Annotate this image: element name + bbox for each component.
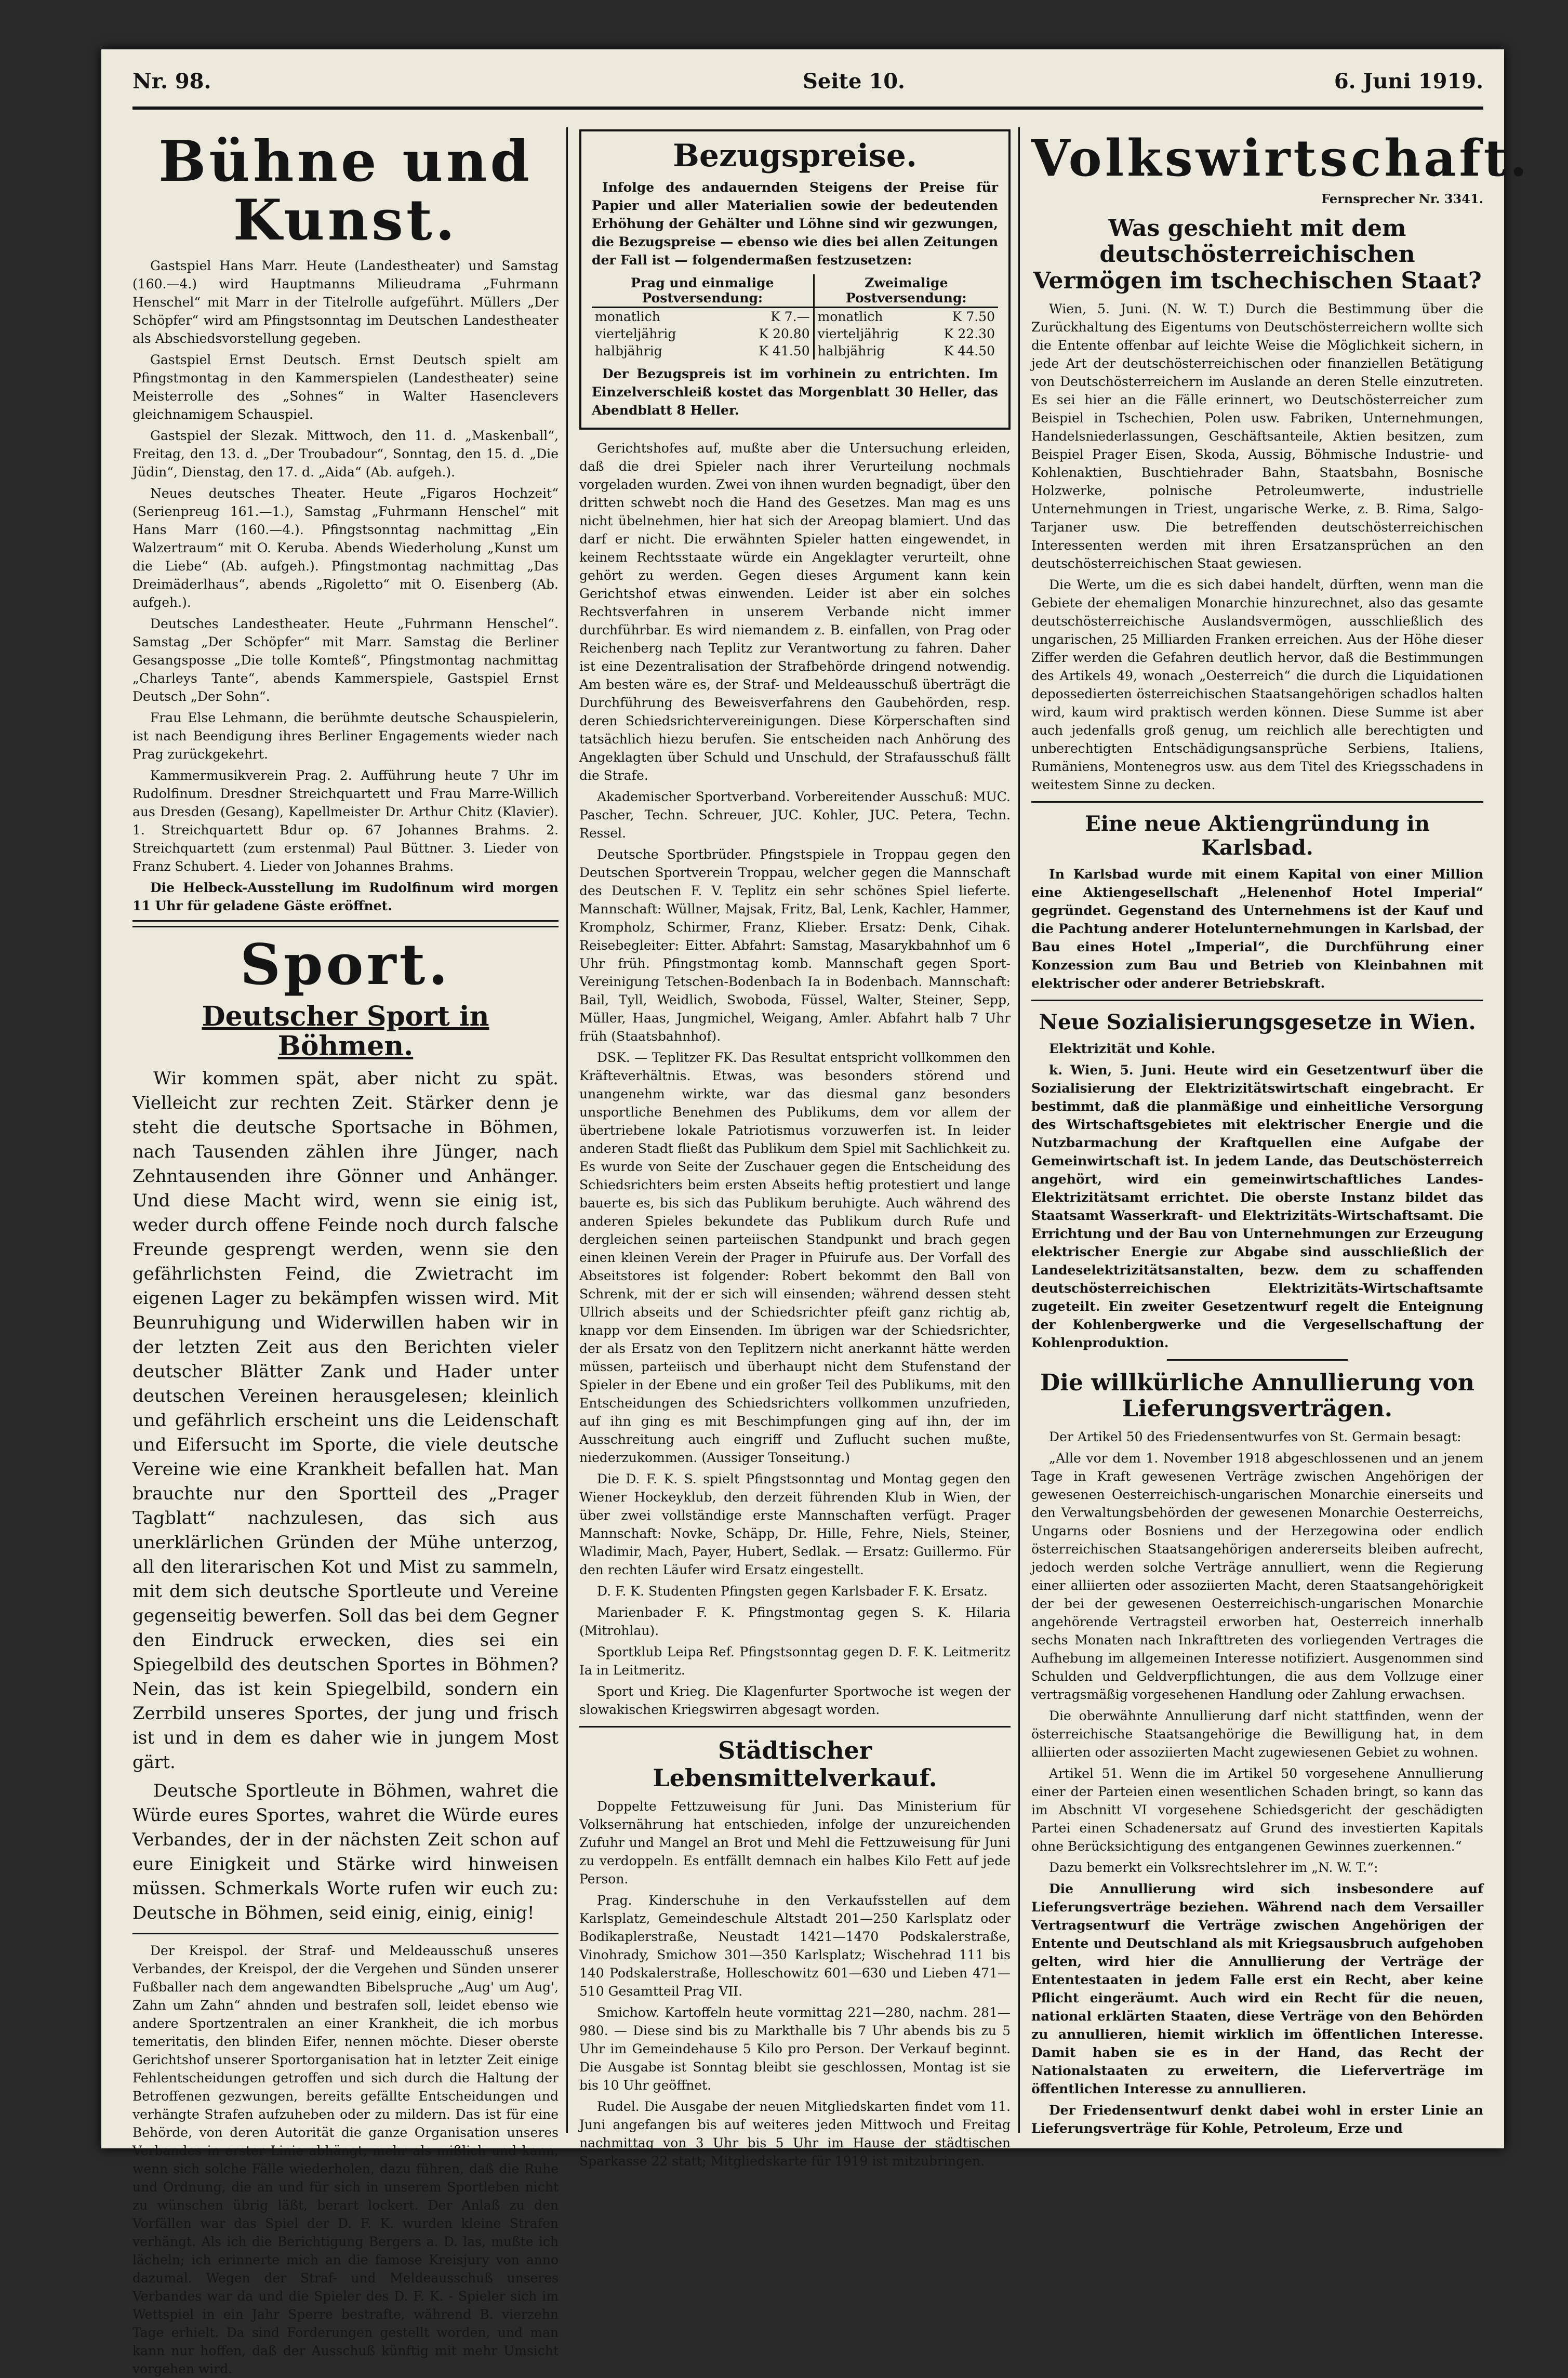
- article-paragraph: Kammermusikverein Prag. 2. Aufführung heute 7 Uhr im Rudolfinum. Dresdner Streichquartett und Frau Marre-Willich aus Dresden (Gesang), Kapellmeister Dr. Arthur Chitz (Klavier). 1. Streichquartett Bdur op. 67 Johannes Brahms. 2. Streichquartett (zum erstenmal) Paul Büttner. 3. Lieder von Franz Schubert. 4. Lieder von Johannes Brahms.: [132, 767, 559, 874]
- article-paragraph: Marienbader F. K. Pfingstmontag gegen S. K. Hilaria (Mitrohlau).: [579, 1605, 1011, 1638]
- price-row: [592, 342, 998, 360]
- article-paragraph: „Alle vor dem 1. November 1918 abgeschlossenen und an jenem Tage in Kraft gewesenen Verträge zwischen Angehörigen der gewesenen Oesterreichisch-ungarischen Monarchie einerseits und den Verwaltungsbehörden der gewesenen Monarchie Oesterreichs, Ungarns oder Bosniens und der Herzegowina oder endlich österreichischen Staatsangehörigen andererseits bleiben aufrecht, jedoch werden solche Verträge annulliert, wenn die Regierung einer alliierten oder assoziierten Macht, deren Staatsangehörigkeit der bei der gewesenen Oesterreichisch-ungarischen Monarchie angehörende Vertragsteil erworben hat, Oesterreich innerhalb sechs Monaten nach Inkrafttreten des vorliegenden Vertrages die Aufhebung im allgemeinen Interesse notifiziert. Ausgenommen sind Schulden und Geldverpflichtungen, die aus dem Vollzuge einer vertragsmäßig vorgesehenen Handlung oder Zahlung erwachsen.: [1031, 1450, 1483, 1702]
- article-paragraph: Wien, 5. Juni. (N. W. T.) Durch die Bestimmung über die Zurückhaltung des Eigentums von Deutschösterreichern wollte sich die Entente offenbar auf leichte Weise die Möglichkeit sichern, in jede Art der deutschösterreichischen oder finanziellen Betätigung von Deutschösterreichern im Auslande an deren Stelle einzutreten. Es sei hier an die Fälle erinnert, wo Deutschösterreicher zum Beispiel in Tschechien, Polen usw. Fabriken, Unternehmungen, Handelsniederlassungen, Geschäftsanteile, Aktien besitzen, zum Beispiel Prager Eisen, Skoda, Aussig, Böhmische Industrie- und Kohlenaktien, Buschtiehrader Bahn, Staatsbahn, Bosnische Holzwerke, polnische Petroleumwerte, industrielle Unternehmungen in Triest, ungarische Werke, z. B. Rima, Salgo-Tarjaner usw. Die betreffenden deutschösterreichischen Interessenten werden mit ihren Ersatzansprüchen an den deutschösterreichischen Staat gewiesen.: [1031, 301, 1483, 571]
- article-paragraph: Der Artikel 50 des Friedensentwurfes von St. Germain besagt:: [1049, 1429, 1461, 1444]
- price-row: [592, 325, 998, 342]
- price-col-head: Zweimalige Postversendung:: [814, 274, 998, 308]
- article-headline: Was geschieht mit dem deutschösterreichischen Vermögen im tschechischen Staat?: [1033, 215, 1482, 294]
- article-paragraph: Neues deutsches Theater. Heute „Figaros Hochzeit“ (Serienpreug 161.—1.), Samstag „Fuhrmann Henschel“ mit Hans Marr (160.—4.). Pfingstsonntag nachmittag „Ein Walzertraum“ mit O. Keruba. Abends Wiederholung „Kunst um die Liebe“ (Ab. aufgeh.). Pfingstmontag nachmittag „Das Dreimäderlhaus“, abends „Rigoletto“ mit O. Eisenberg (Ab. aufgeh.).: [132, 485, 559, 610]
- article-paragraph: Artikel 51. Wenn die im Artikel 50 vorgesehene Annullierung einer der Parteien einen wesentlichen Schaden bringt, so kann das im Abschnitt VI vorgesehene Schiedsgericht der geschädigten Partei einen Schadenersatz auf Grund des investierten Kapitals ohne Berücksichtigung des entgangenen Gewinnes zuerkennen.“: [1031, 1765, 1483, 1854]
- article-headline: Neue Sozialisierungsgesetze in Wien.: [1039, 1009, 1476, 1034]
- article-paragraph: Deutsche Sportleute in Böhmen, wahret die Würde eures Sportes, wahret die Würde eures Verbandes, der in der nächsten Zeit schon auf eure Einigkeit und Stärke wird hinweisen müssen. Schmerkals Worte rufen wir euch zu: Deutsche in Böhmen, seid einig, einig, einig!: [132, 1780, 559, 1923]
- price-label: halbjährig: [595, 343, 662, 358]
- section-title-sport: Sport.: [240, 932, 451, 998]
- subscription-box: [579, 129, 1011, 430]
- price-label: vierteljährig: [595, 326, 676, 341]
- phone-number: Fernsprecher Nr. 3341.: [1321, 191, 1483, 206]
- article-paragraph: Sport und Krieg. Die Klagenfurter Sportwoche ist wegen der slowakischen Kriegswirren abgesagt worden.: [579, 1684, 1011, 1717]
- article-paragraph: Der Friedensentwurf denkt dabei wohl in erster Linie an Lieferungsverträge für Kohle, Petroleum, Erze und: [1031, 2102, 1483, 2136]
- masthead-rule: [132, 107, 1483, 110]
- article-paragraph: Sportklub Leipa Ref. Pfingstsonntag gegen D. F. K. Leitmeritz Ia in Leitmeritz.: [579, 1644, 1011, 1678]
- price-value: K 22.30: [944, 326, 995, 341]
- section-title-volkswirtschaft: Volkswirtschaft.: [1031, 129, 1531, 188]
- article-paragraph: DSK. — Teplitzer FK. Das Resultat entspricht vollkommen den Kräfteverhältnis. Etwas, was besonders störend und unangenehm wirkte, war das diesmal ganz besonders unsportliche Benehmen des Publikums, dem vor allem der übertriebene lokale Patriotismus vorzuwerfen ist. In leider anderen Stadt fließt das Publikum dem Spiel mit Sachlichkeit zu. Es wurde von Seite der Zuschauer gegen die Entscheidung des Schiedsrichters beim ersten Abseits heftig protestiert und lange bauerte es, bis sich das Publikum beruhigte. Auch während des anderen Spieles bekundete das Publikum durch Rufe und dergleichen seinen parteiischen Standpunkt und brach gegen einen kleinen Verein der Prager in Pfuirufe aus. Der Vorfall des Abseitstores ist folgender: Robert bekommt den Ball von Schrenk, mit der er sich will einsenden; während dessen steht Ullrich abseits und der Schiedsrichter pfeift ganz richtig ab, knapp vor dem Einsenden. Im übrigen war der Schiedsrichter, der als Ersatz von den Teplitzern nicht anerkannt hätte werden müssen, parteiisch und überhaupt nicht dem Stufenstand der Spieler in der Ebene und ein großer Teil des Publikums, mit den Entscheidungen des Schiedsrichters vollkommen unzufrieden, auf ihn ging es mit Beschimpfungen ging auf ihn, der im Ausschreitung auch eingriff und Zuflucht suchen mußte, niederzukommen. (Aussiger Tonseitung.): [579, 1050, 1011, 1465]
- article-paragraph: Die Werte, um die es sich dabei handelt, dürften, wenn man die Gebiete der ehemaligen Monarchie hinzurechnet, also das gesamte deutschösterreichische Auslandsvermögen, ausschließlich des ungarischen, 25 Milliarden Franken erreichen. Aus der Höhe dieser Ziffer werden die Gefahren deutlich hervor, daß die Bestimmungen des Artikels 49, wonach „Oesterreich“ die durch die Liquidationen depossedierten österreichischen Staatsangehörigen schadlos halten wird, kaum wird praktisch werden können. Diese Summe ist aber auch jedenfalls groß genug, um reichlich alle berechtigten und unberechtigten Entschädigungsansprüche Serbiens, Italiens, Rumäniens, Montenegros usw. aus dem Titel des Kriegsschadens in weitestem Sinne zu decken.: [1031, 577, 1483, 792]
- article-paragraph: Gastspiel der Slezak. Mittwoch, den 11. d. „Maskenball“, Freitag, den 13. d. „Der Troubadour“, Sonntag, den 15. d. „Die Jüdin“, Dienstag, den 17. d. „Aida“ (Ab. aufgeh.).: [132, 428, 559, 480]
- price-value: K 44.50: [944, 343, 995, 358]
- article-paragraph: Gastspiel Hans Marr. Heute (Landestheater) und Samstag (160.—4.) wird Hauptmanns Milieudrama „Fuhrmann Henschel“ mit Marr in der Titelrolle aufgeführt. Müllers „Der Schöpfer“ wird am Pfingstsonntag im Deutschen Landestheater als Abschiedsvorstellung gegeben.: [132, 258, 559, 346]
- article-paragraph: Gerichtshofes auf, mußte aber die Untersuchung erleiden, daß die drei Spieler nach ihrer Verurteilung nochmals vorgeladen wurden. Zwei von ihnen wurden begnadigt, über den dritten schwebt noch die Hand des Gesetzes. Man mag es uns nicht übelnehmen, hier hat sich der Areopag blamiert. Und das darf er nicht. Die erwähnten Spieler hatten eingewendet, in keinem Rechtsstaate würde ein Angeklagter verurteilt, ohne gehört zu werden. Gegen dieses Argument kann kein Gerichtshof etwas einwenden. Leider ist aber ein solches Rechtsverfahren in unserem Verbande nicht immer durchführbar. Es wird niemandem z. B. einfallen, von Prag oder Reichenberg nach Teplitz zur Verantwortung zu fahren. Daher ist eine Dezentralisation der Strafbehörde dringend notwendig. Am besten wäre es, der Straf- und Meldeausschuß überträgt die Durchführung des Beweisverfahrens den Gaubehörden, resp. deren Schiedsrichtervereinigungen. Diese Körperschaften sind tatsächlich hiezu berufen. Sie entscheiden nach Anhörung des Angeklagten über Schuld und Unschuld, der Strafausschuß fällt die Strafe.: [579, 441, 1011, 783]
- price-label: vierteljährig: [814, 325, 928, 342]
- price-label: monatlich: [814, 308, 928, 326]
- price-col-head: Prag und einmalige Postversendung:: [592, 274, 814, 308]
- article-paragraph: k. Wien, 5. Juni. Heute wird ein Gesetzentwurf über die Sozialisierung der Elektrizitätswirtschaft eingebracht. Er bestimmt, daß die planmäßige und einheitliche Versorgung des Wirtschaftsgebietes mit elektrischer Energie und die Nutzbarmachung der Kraftquellen eine Aufgabe der Gemeinwirtschaft ist. In jedem Lande, das Deutschösterreich angehört, wird ein gemeinwirtschaftliches Landes-Elektrizitätsamt errichtet. Die oberste Instanz bildet das Staatsamt Wasserkraft- und Elektrizitäts-Wirtschaftsamt. Die Errichtung und der Bau von Unternehmungen zur Erzeugung elektrischer Energie zur Abgabe sind ausschließlich der Landeselektrizitätsanstalten, bezw. dem zu schaffenden deutschösterreichischen Elektrizitäts-Wirtschaftsamte zugeteilt. Ein zweiter Gesetzentwurf regelt die Enteignung der Kohlenbergwerke und die Vergesellschaftung der Kohlenproduktion.: [1031, 1062, 1483, 1350]
- box-footer: Der Bezugspreis ist im vorhinein zu entrichten. Im Einzelverschleiß kostet das Morgenblatt 30 Heller, das Abendblatt 8 Heller.: [592, 366, 998, 418]
- article-paragraph: Die D. F. K. S. spielt Pfingstsonntag und Montag gegen den Wiener Hockeyklub, den derzeit führenden Klub in Wien, der über zwei vollständige erste Mannschaften verfügt. Prager Mannschaft: Novke, Schäpp, Dr. Hille, Fehre, Niels, Steiner, Wladimir, Mach, Payer, Hubert, Sedlak. — Ersatz: Guillermo. Für den rechten Läufer wird Ersatz eingestellt.: [579, 1471, 1011, 1577]
- article-paragraph: Deutsche Sportbrüder. Pfingstspiele in Troppau gegen den Deutschen Sportverein Troppau, welcher gegen die Mannschaft des Deutschen F. V. Teplitz ein sehr schönes Spiel lieferte. Mannschaft: Wüllner, Majsak, Fritz, Bal, Lenk, Kachler, Hammer, Krompholz, Schirmer, Franz, Klieber. Ersatz: Denk, Cihak. Reisebegleiter: Eitter. Abfahrt: Samstag, Masarykbahnhof um 6 Uhr früh. Pfingstmontag komb. Mannschaft gegen Sport-Vereinigung Tetschen-Bodenbach Ia in Bodenbach. Mannschaft: Bail, Tyll, Weidlich, Swoboda, Füssel, Walter, Steiner, Sepp, Müller, Haas, Jungmichel, Weigang, Amler. Abfahrt halb 7 Uhr früh (Staatsbahnhof).: [579, 847, 1011, 1044]
- article-paragraph: Gastspiel Ernst Deutsch. Ernst Deutsch spielt am Pfingstmontag in den Kammerspielen (Landestheater) seine Meisterrolle des „Sohnes“ in Walter Hasenclevers gleichnamigem Schauspiel.: [132, 352, 559, 422]
- price-value: K 20.80: [759, 326, 810, 341]
- article-paragraph: Akademischer Sportverband. Vorbereitender Ausschuß: MUC. Pascher, Techn. Schreuer, JUC. Kohler, JUC. Petera, Techn. Ressel.: [579, 789, 1011, 841]
- column-middle: [579, 127, 1011, 2169]
- article-paragraph: Wir kommen spät, aber nicht zu spät. Vielleicht zur rechten Zeit. Stärker denn je steht die deutsche Sportsache in Böhmen, nach Tausenden zählen ihre Jünger, nach Zehntausenden ihre Gönner und Anhänger. Und diese Macht wird, wenn sie einig ist, weder durch offene Feinde noch durch falsche Freunde gesprengt werden, wenn sie den gefährlichsten Feind, die Zwietracht im eigenen Lager zu bekämpfen wissen wird. Mit Beunruhigung und Widerwillen haben wir in der letzten Zeit aus den Berichten vieler deutscher Blätter Zank und Hader unter deutschen Vereinen herausgelesen; kleinlich und gefährlich erscheint uns die Leidenschaft und Eifersucht im Sporte, die viele deutsche Vereine wie eine Krankheit befallen hat. Man brauchte nur den Sportteil des „Prager Tagblatt“ nachzulesen, das sich aus unerklärlichen Gründen der Mühe unterzog, all den literarischen Kot und Mist zu sammeln, mit dem sich deutsche Sportleute und Vereine gegenseitig bewerfen. Soll das bei dem Gegner den Eindruck erwecken, dies sei ein Spiegelbild des deutschen Sportes in Böhmen? Nein, das ist kein Spiegelbild, sondern ein Zerrbild unseres Sportes, der jung und frisch ist und in dem es daher wie in jungem Most gärt.: [132, 1068, 559, 1773]
- column-divider: [1018, 127, 1020, 2133]
- box-title: Bezugspreise.: [673, 138, 917, 174]
- page-number: Seite 10.: [803, 69, 905, 94]
- article-paragraph: D. F. K. Studenten Pfingsten gegen Karlsbader F. K. Ersatz.: [597, 1584, 988, 1599]
- article-paragraph: Frau Else Lehmann, die berühmte deutsche Schauspielerin, ist nach Beendigung ihres Berliner Engagements wieder nach Prag zurückgekehrt.: [132, 710, 559, 762]
- article-headline: Eine neue Aktiengründung in Karlsbad.: [1085, 811, 1430, 860]
- article-paragraph: Dazu bemerkt ein Volksrechtslehrer im „N. W. T.“:: [1049, 1859, 1378, 1875]
- section-rule: [132, 920, 559, 927]
- article-subhead: Elektrizität und Kohle.: [1049, 1041, 1216, 1056]
- article-paragraph: Doppelte Fettzuweisung für Juni. Das Ministerium für Volksernährung hat entschieden, infolge der unzureichenden Zufuhr und Mangel an Brot und Mehl die Fettzuweisung für Juni zu verdoppeln. Es entfällt demnach ein halbes Kilo Fett auf jede Person.: [579, 1798, 1011, 1887]
- divider: [132, 1933, 559, 1934]
- article-paragraph: Prag. Kinderschuhe in den Verkaufsstellen auf dem Karlsplatz, Gemeindeschule Altstadt 201—250 Karlsplatz oder Bodikaplerstraße, Neustadt 1421—1470 Podskalerstraße, Vinohrady, Smichow 301—350 Karlsplatz; Wischehrad 111 bis 140 Podskalerstraße, Holleschowitz 601—630 und Lieben 471—510 Gesamtteil Prag VII.: [579, 1892, 1011, 1999]
- article-paragraph: In Karlsbad wurde mit einem Kapital von einer Million eine Aktiengesellschaft „Helenenhof Hotel Imperial“ gegründet. Gegenstand des Unternehmens ist der Kauf und die Pachtung anderer Hotelunternehmungen in Karlsbad, der Bau eines Hotel „Imperial“, die Durchführung einer Konzession zum Bau und Betrieb von Kleinbahnen mit elektrischer oder anderer Betriebskraft.: [1031, 866, 1483, 991]
- divider: [579, 1726, 1011, 1728]
- price-label: halbjährig: [814, 342, 928, 360]
- article-headline: Deutscher Sport in Böhmen.: [202, 1001, 489, 1062]
- price-label: monatlich: [595, 309, 660, 324]
- article-paragraph: Die Annullierung wird sich insbesondere auf Lieferungsverträge beziehen. Während nach dem Versailler Vertragsentwurf die Verträge zwischen Angehörigen der Entente und Deutschland als mit Kriegsausbruch aufgehoben gelten, wird hier die Annullierung der Verträge der Ententestaaten in jedem Falle erst ein Recht, aber keine Pflicht eingeräumt. Auch wird ein Recht für die neuen, national erklärten Staaten, diese Verträge von den Behörden zu annullieren, hiemit wirklich im öffentlichen Interesse. Damit haben sie es in der Hand, das Recht der Nationalstaaten zu erweitern, die Lieferverträge im öffentlichen Interesse zu annullieren.: [1031, 1881, 1483, 2096]
- article-paragraph: Die oberwähnte Annullierung darf nicht stattfinden, wenn der österreichische Staatsangehörige die Bewilligung hat, in dem alliierten oder assoziierten Macht zugewiesenen Gebiet zu wohnen.: [1031, 1708, 1483, 1760]
- price-value: K 7.—: [770, 309, 810, 324]
- divider: [1031, 1000, 1483, 1001]
- box-intro: Infolge des andauernden Steigens der Preise für Papier und aller Materialien sowie der bedeutenden Erhöhung der Gehälter und Löhne sind wir gezwungen, die Bezugspreise — ebenso wie dies bei allen Zeitungen der Fall ist — folgendermaßen festzusetzen:: [592, 180, 998, 268]
- issue-date: 6. Juni 1919.: [1334, 69, 1483, 94]
- newspaper-page: [101, 49, 1531, 2376]
- article-paragraph: Smichow. Kartoffeln heute vormittag 221—280, nachm. 281—980. — Diese sind bis zu Markthalle bis 7 Uhr abends bis zu 5 Uhr im Gemeindehause 5 Kilo pro Person. Der Verkauf beginnt. Die Ausgabe ist Sonntag bleibt sie geschlossen, Montag ist sie bis 10 Uhr geöffnet.: [579, 2004, 1011, 2093]
- price-table: [592, 274, 998, 360]
- article-headline: Die willkürliche Annullierung von Lieferungsverträgen.: [1040, 1369, 1474, 1423]
- price-value: K 41.50: [759, 343, 810, 358]
- article-paragraph: Rudel. Die Ausgabe der neuen Mitgliedskarten findet vom 11. Juni angefangen bis auf weiteres jeden Mittwoch und Freitag nachmittag von 3 Uhr bis 5 Uhr im Hause der städtischen Sparkasse 22 statt; Mitgliedskarte für 1919 ist mitzubringen.: [579, 2098, 1011, 2169]
- article-paragraph: Deutsches Landestheater. Heute „Fuhrmann Henschel“. Samstag „Der Schöpfer“ mit Marr. Samstag die Berliner Gesangsposse „Die tolle Komteß“, Pfingstmontag nachmittag „Charleys Tante“, abends Kammerspiele, Gastspiel Ernst Deutsch „Der Sohn“.: [132, 616, 559, 704]
- section-title-buehne: Bühne und Kunst.: [158, 129, 533, 254]
- divider: [1031, 801, 1483, 803]
- article-paragraph: Der Kreispol. der Straf- und Meldeausschuß unseres Verbandes, der Kreispol, der die Vergehen und Sünden unserer Fußballer nach dem angewandten Bibelspruche „Aug' um Aug', Zahn um Zahn“ ahnden und bestrafen soll, leidet ebenso wie andere Sportzentralen an einer Krankheit, die ich morbus temeritatis, den blinden Eifer, nennen möchte. Dieser oberste Gerichtshof unserer Sportorganisation hat in letzter Zeit einige Fehlentscheidungen getroffen und sich durch die Haltung der Betroffenen gezwungen, bereits gefällte Entscheidungen und verhängte Strafen aufzuheben oder zu mildern. Das ist für eine Behörde, von deren Autorität die ganze Organisation unseres Verbandes in erster Linie abhängt, mehr als mißlich und kann, wenn sich solche Fälle wiederholen, dazu führen, daß die Ruhe und Ordnung, die an und für sich in unserem Sportleben nicht zu wünschen übrig läßt, berart lockert. Der Anlaß zu den Vorfällen war das Spiel der D. F. K. wurden kleine Strafen verhängt. Als ich die Berichtigung Bergers a. D. las, mußte ich lächeln; ich erinnerte mich an die famose Kreisjury von anno dazumal. Wegen der Straf- und Meldeausschuß unseres Verbandes war da und die Spieler des D. F. K. - Spieler sich im Wettspiel in ein Jahr Sperre bestrafte, während B. vierzehn Tage erhielt. Da sind Forderungen gestellt worden, und man kann nur hoffen, daß der Ausschuß künftig mit mehr Umsicht vorgehen wird.: [132, 1943, 559, 2376]
- article-headline: Städtischer Lebensmittelverkauf.: [653, 1736, 937, 1792]
- column-left: [132, 127, 559, 2376]
- article-paragraph: Die Helbeck-Ausstellung im Rudolfinum wird morgen 11 Uhr für geladene Gäste eröffnet.: [132, 880, 559, 913]
- masthead: [132, 60, 1483, 101]
- issue-number: Nr. 98.: [132, 69, 211, 94]
- divider: [1167, 1359, 1348, 1361]
- price-row: [592, 308, 998, 326]
- column-divider: [566, 127, 568, 2133]
- price-value: K 7.50: [952, 309, 995, 324]
- column-right: [1031, 127, 1531, 2136]
